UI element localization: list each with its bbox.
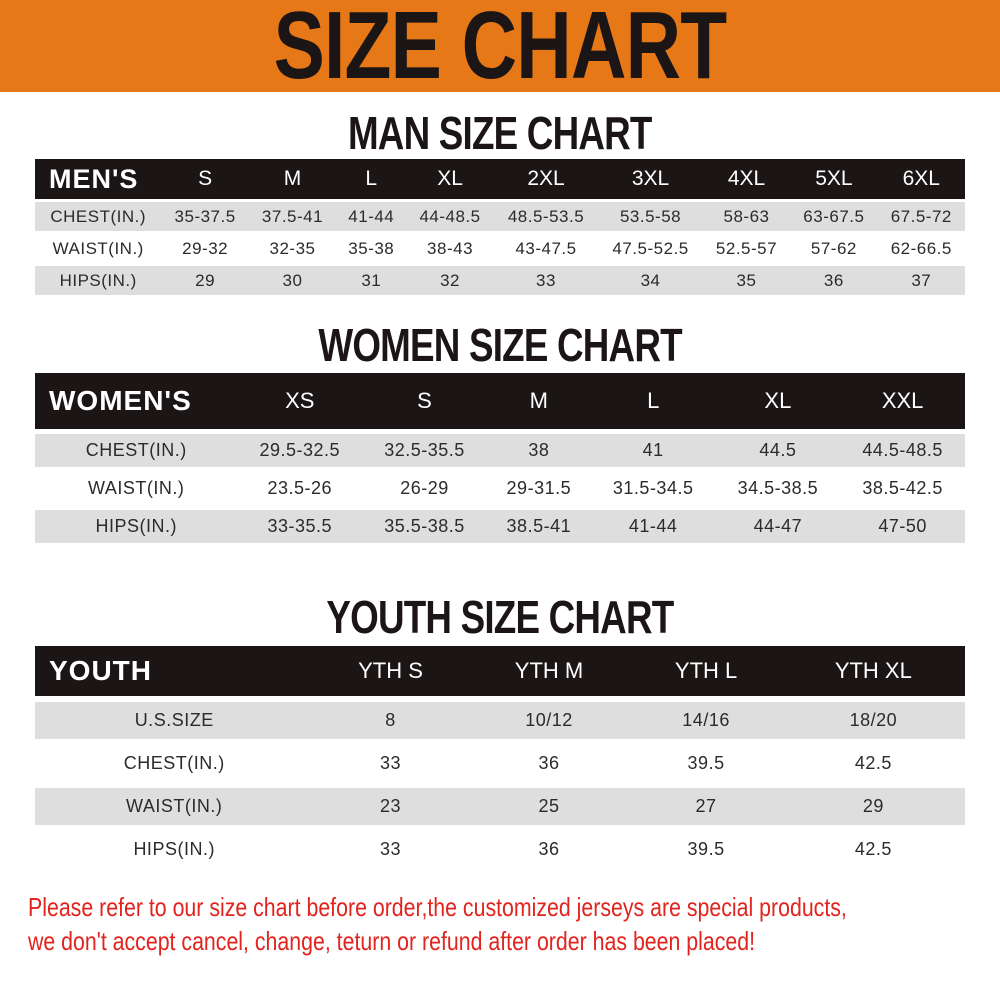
cell: 25 <box>468 788 631 825</box>
cell: 47-50 <box>840 510 965 543</box>
cell: 34.5-38.5 <box>716 472 841 505</box>
cell: 44-47 <box>716 510 841 543</box>
cell: 44.5 <box>716 434 841 467</box>
cell: 34 <box>598 266 703 295</box>
cell: 41-44 <box>591 510 716 543</box>
men-size-header: 3XL <box>598 159 703 199</box>
cell: 33 <box>494 266 599 295</box>
youth-section-heading-text: YOUTH SIZE CHART <box>326 591 674 643</box>
men-size-header: 4XL <box>703 159 790 199</box>
cell: 35.5-38.5 <box>362 510 487 543</box>
cell: 43-47.5 <box>494 234 599 263</box>
cell: 29.5-32.5 <box>237 434 362 467</box>
cell: 48.5-53.5 <box>494 202 599 231</box>
men-size-header: XL <box>406 159 493 199</box>
men-section-heading-text: MAN SIZE CHART <box>348 107 652 159</box>
cell: 44-48.5 <box>406 202 493 231</box>
cell: 36 <box>790 266 877 295</box>
cell: 26-29 <box>362 472 487 505</box>
women-size-header: XS <box>237 373 362 429</box>
youth-table-title: YOUTH <box>35 646 313 696</box>
men-header-row <box>35 159 965 199</box>
cell: 18/20 <box>782 702 965 739</box>
cell: 67.5-72 <box>878 202 965 231</box>
women-table-title: WOMEN'S <box>35 373 237 429</box>
cell: 14/16 <box>630 702 781 739</box>
cell: 27 <box>630 788 781 825</box>
cell: 42.5 <box>782 745 965 782</box>
men-size-table <box>35 156 965 298</box>
cell: 32-35 <box>249 234 336 263</box>
cell: 38.5-42.5 <box>840 472 965 505</box>
row-label: WAIST(IN.) <box>35 472 237 505</box>
banner <box>0 0 1000 99</box>
row-label: HIPS(IN.) <box>35 831 313 868</box>
youth-size-table <box>35 640 965 874</box>
row-label: HIPS(IN.) <box>35 510 237 543</box>
women-size-header: XXL <box>840 373 965 429</box>
cell: 33 <box>313 831 467 868</box>
women-size-header: XL <box>716 373 841 429</box>
cell: 41 <box>591 434 716 467</box>
men-waist-row <box>35 234 965 263</box>
row-label: HIPS(IN.) <box>35 266 161 295</box>
cell: 32.5-35.5 <box>362 434 487 467</box>
cell: 31 <box>336 266 406 295</box>
cell: 52.5-57 <box>703 234 790 263</box>
row-label: WAIST(IN.) <box>35 234 161 263</box>
row-label: CHEST(IN.) <box>35 745 313 782</box>
women-size-header: S <box>362 373 487 429</box>
cell: 33-35.5 <box>237 510 362 543</box>
cell: 32 <box>406 266 493 295</box>
youth-size-header: YTH XL <box>782 646 965 696</box>
cell: 41-44 <box>336 202 406 231</box>
cell: 38 <box>487 434 591 467</box>
cell: 29 <box>161 266 248 295</box>
row-label: WAIST(IN.) <box>35 788 313 825</box>
footer-notice-line-2: we don't accept cancel, change, teturn or refund after order has been placed! <box>28 926 756 956</box>
youth-size-header: YTH M <box>468 646 631 696</box>
footer-notice-line-1: Please refer to our size chart before order,the customized jerseys are special products, <box>28 892 847 922</box>
cell: 63-67.5 <box>790 202 877 231</box>
footer-notice-line-1-wrap <box>28 890 1000 924</box>
footer-notice-line-2-wrap <box>28 924 1000 958</box>
cell: 23 <box>313 788 467 825</box>
women-size-table <box>35 368 965 548</box>
cell: 37 <box>878 266 965 295</box>
women-header-row <box>35 373 965 429</box>
youth-size-header: YTH L <box>630 646 781 696</box>
footer-notice <box>0 890 1000 958</box>
women-chest-row <box>35 434 965 467</box>
cell: 35-37.5 <box>161 202 248 231</box>
youth-size-header: YTH S <box>313 646 467 696</box>
cell: 42.5 <box>782 831 965 868</box>
cell: 36 <box>468 831 631 868</box>
men-size-header: L <box>336 159 406 199</box>
cell: 29-32 <box>161 234 248 263</box>
cell: 29-31.5 <box>487 472 591 505</box>
cell: 35 <box>703 266 790 295</box>
women-section-heading <box>0 319 1000 371</box>
cell: 30 <box>249 266 336 295</box>
women-size-header: M <box>487 373 591 429</box>
cell: 57-62 <box>790 234 877 263</box>
cell: 35-38 <box>336 234 406 263</box>
women-size-header: L <box>591 373 716 429</box>
cell: 36 <box>468 745 631 782</box>
cell: 39.5 <box>630 745 781 782</box>
youth-waist-row <box>35 788 965 825</box>
cell: 47.5-52.5 <box>598 234 703 263</box>
youth-chest-row <box>35 745 965 782</box>
row-label: CHEST(IN.) <box>35 202 161 231</box>
youth-hips-row <box>35 831 965 868</box>
row-label: U.S.SIZE <box>35 702 313 739</box>
men-size-header: S <box>161 159 248 199</box>
cell: 10/12 <box>468 702 631 739</box>
cell: 58-63 <box>703 202 790 231</box>
men-size-header: 6XL <box>878 159 965 199</box>
youth-header-row <box>35 646 965 696</box>
youth-ussize-row <box>35 702 965 739</box>
men-size-header: M <box>249 159 336 199</box>
cell: 23.5-26 <box>237 472 362 505</box>
women-hips-row <box>35 510 965 543</box>
women-section-heading-text: WOMEN SIZE CHART <box>318 319 682 371</box>
cell: 38.5-41 <box>487 510 591 543</box>
cell: 29 <box>782 788 965 825</box>
banner-title: SIZE CHART <box>273 0 727 99</box>
cell: 8 <box>313 702 467 739</box>
youth-section-heading <box>0 591 1000 643</box>
cell: 39.5 <box>630 831 781 868</box>
cell: 44.5-48.5 <box>840 434 965 467</box>
men-table-title: MEN'S <box>35 159 161 199</box>
cell: 53.5-58 <box>598 202 703 231</box>
cell: 62-66.5 <box>878 234 965 263</box>
cell: 33 <box>313 745 467 782</box>
row-label: CHEST(IN.) <box>35 434 237 467</box>
men-size-header: 5XL <box>790 159 877 199</box>
cell: 37.5-41 <box>249 202 336 231</box>
women-waist-row <box>35 472 965 505</box>
men-section-heading <box>0 107 1000 159</box>
men-size-header: 2XL <box>494 159 599 199</box>
cell: 31.5-34.5 <box>591 472 716 505</box>
men-hips-row <box>35 266 965 295</box>
men-chest-row <box>35 202 965 231</box>
cell: 38-43 <box>406 234 493 263</box>
